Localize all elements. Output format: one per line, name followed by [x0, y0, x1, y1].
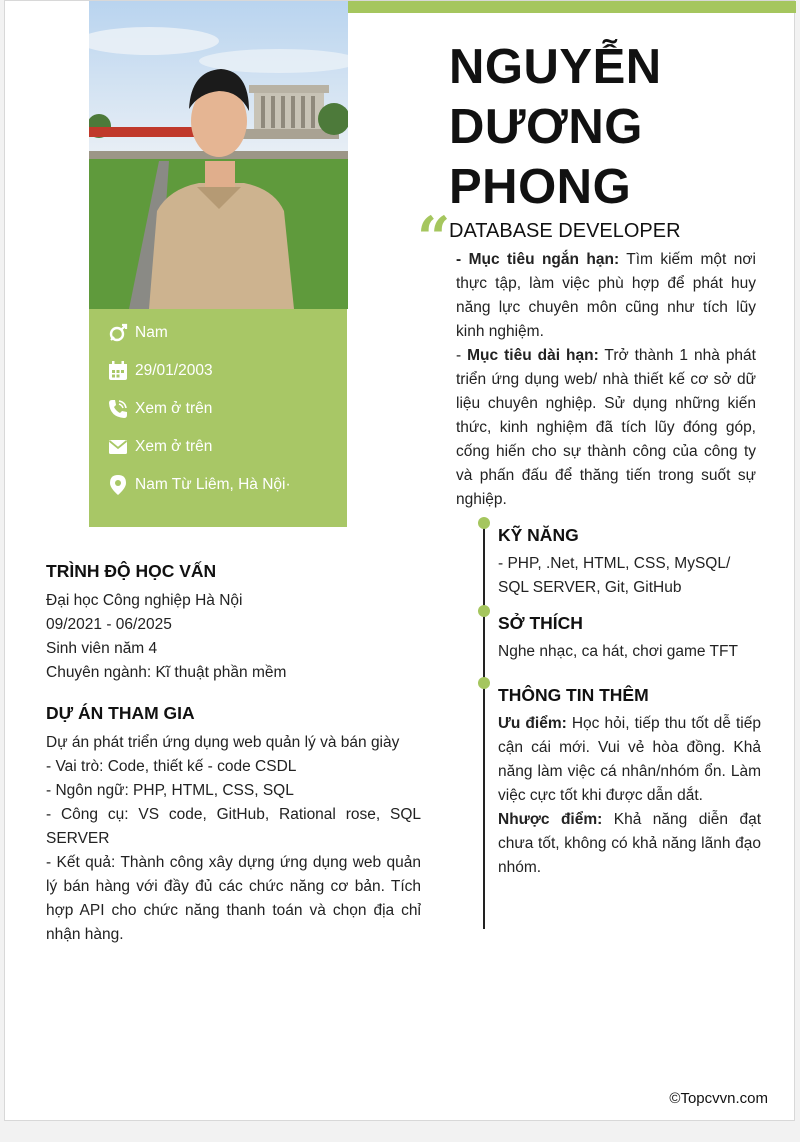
extra-info-heading: THÔNG TIN THÊM — [498, 685, 649, 705]
quote-icon: “ — [417, 204, 451, 272]
phone-value: Xem ở trên — [135, 400, 213, 417]
timeline-dot — [478, 517, 490, 529]
personal-info-panel — [89, 309, 347, 527]
gender-icon — [107, 322, 129, 344]
phone-icon — [107, 398, 129, 420]
skills-text: - PHP, .Net, HTML, CSS, MySQL/ SQL SERVER, Git, GitHub — [498, 555, 731, 596]
full-name — [449, 37, 662, 217]
education-heading: TRÌNH ĐỘ HỌC VẤN — [46, 561, 217, 581]
extra-info-body — [498, 712, 761, 880]
mail-icon — [107, 436, 129, 458]
long-term-text: Trở thành 1 nhà phát triển ứng dụng web/ nhà thiết kế cơ sở dữ liệu chuyên nghiệp. Sử dụng những kiến thức, kinh nghiệm đã tích lũy đóng góp, cống hiến cho sự thành công của công ty và phấn đấu để thăng tiến trong suốt sự nghiệp. — [456, 347, 756, 508]
birthdate-value: 29/01/2003 — [135, 362, 213, 379]
education-line: Chuyên ngành: Kĩ thuật phần mềm — [46, 664, 287, 681]
short-term-label: - Mục tiêu ngắn hạn: — [456, 251, 620, 268]
copyright: ©Topcvvn.com — [669, 1090, 768, 1107]
timeline-line — [483, 523, 485, 929]
project-line: Dự án phát triển ứng dụng web quản lý và bán giày — [46, 734, 400, 751]
short-term-text: Tìm kiếm một nơi thực tập, làm việc phù hợp để phát huy năng lực chuyên môn cũng như tích lũy kinh nghiệm. — [456, 251, 756, 340]
gender-value: Nam — [135, 324, 168, 341]
strengths — [498, 712, 761, 808]
name-line: DƯƠNG — [449, 100, 643, 154]
hobbies-text: Nghe nhạc, ca hát, chơi game TFT — [498, 643, 738, 660]
weaknesses-text: Khả năng diễn đạt chưa tốt, không có khả năng lãnh đạo nhóm. — [498, 811, 762, 876]
skills-heading: KỸ NĂNG — [498, 525, 579, 545]
project-line: - Kết quả: Thành công xây dựng ứng dụng web quản lý bán hàng với đầy đủ các chức năng cơ bản. Tích hợp API cho chức năng thanh toán và chọn địa chỉ nhận hàng. — [46, 854, 421, 943]
long-term-prefix: - — [456, 347, 468, 364]
address-row — [107, 473, 291, 497]
education-line: Đại học Công nghiệp Hà Nội — [46, 592, 243, 609]
strengths-text: Học hỏi, tiếp thu tốt dễ tiếp cận cái mới. Vui vẻ hòa đồng. Khả năng làm việc cá nhân/nhóm ổn. Làm việc cực tốt khi được dẫn dắt. — [498, 715, 761, 804]
strengths-label: Ưu điểm: — [498, 715, 567, 732]
name-line: NGUYỄN — [449, 40, 662, 94]
short-term-goal — [456, 248, 756, 344]
projects-heading: DỰ ÁN THAM GIA — [46, 703, 195, 723]
profile-photo — [89, 1, 348, 309]
weaknesses-label: Nhược điểm: — [498, 811, 603, 828]
project-line: - Ngôn ngữ: PHP, HTML, CSS, SQL — [46, 782, 294, 799]
location-pin-icon — [107, 474, 129, 496]
email-row — [107, 435, 212, 459]
hobbies-heading: SỞ THÍCH — [498, 613, 583, 633]
phone-row — [107, 397, 212, 421]
timeline-dot — [478, 677, 490, 689]
education-line: 09/2021 - 06/2025 — [46, 616, 172, 633]
projects-body — [46, 731, 421, 947]
timeline-dot — [478, 605, 490, 617]
project-line: - Công cụ: VS code, GitHub, Rational rose, SQL SERVER — [46, 806, 421, 847]
career-objective — [456, 248, 756, 512]
long-term-label: Mục tiêu dài hạn: — [467, 347, 599, 364]
education-line: Sinh viên năm 4 — [46, 640, 158, 657]
name-line: PHONG — [449, 160, 632, 214]
long-term-goal — [456, 344, 756, 512]
accent-bar — [347, 1, 796, 13]
job-title: DATABASE DEVELOPER — [449, 220, 681, 242]
education-body — [46, 589, 421, 685]
weaknesses — [498, 808, 761, 880]
project-line: - Vai trò: Code, thiết kế - code CSDL — [46, 758, 297, 775]
email-value: Xem ở trên — [135, 438, 213, 455]
gender-row — [107, 321, 168, 345]
cv-page — [4, 0, 795, 1121]
address-value: Nam Từ Liêm, Hà Nội· — [135, 476, 291, 493]
birthdate-row — [107, 359, 213, 383]
calendar-icon — [107, 360, 129, 382]
